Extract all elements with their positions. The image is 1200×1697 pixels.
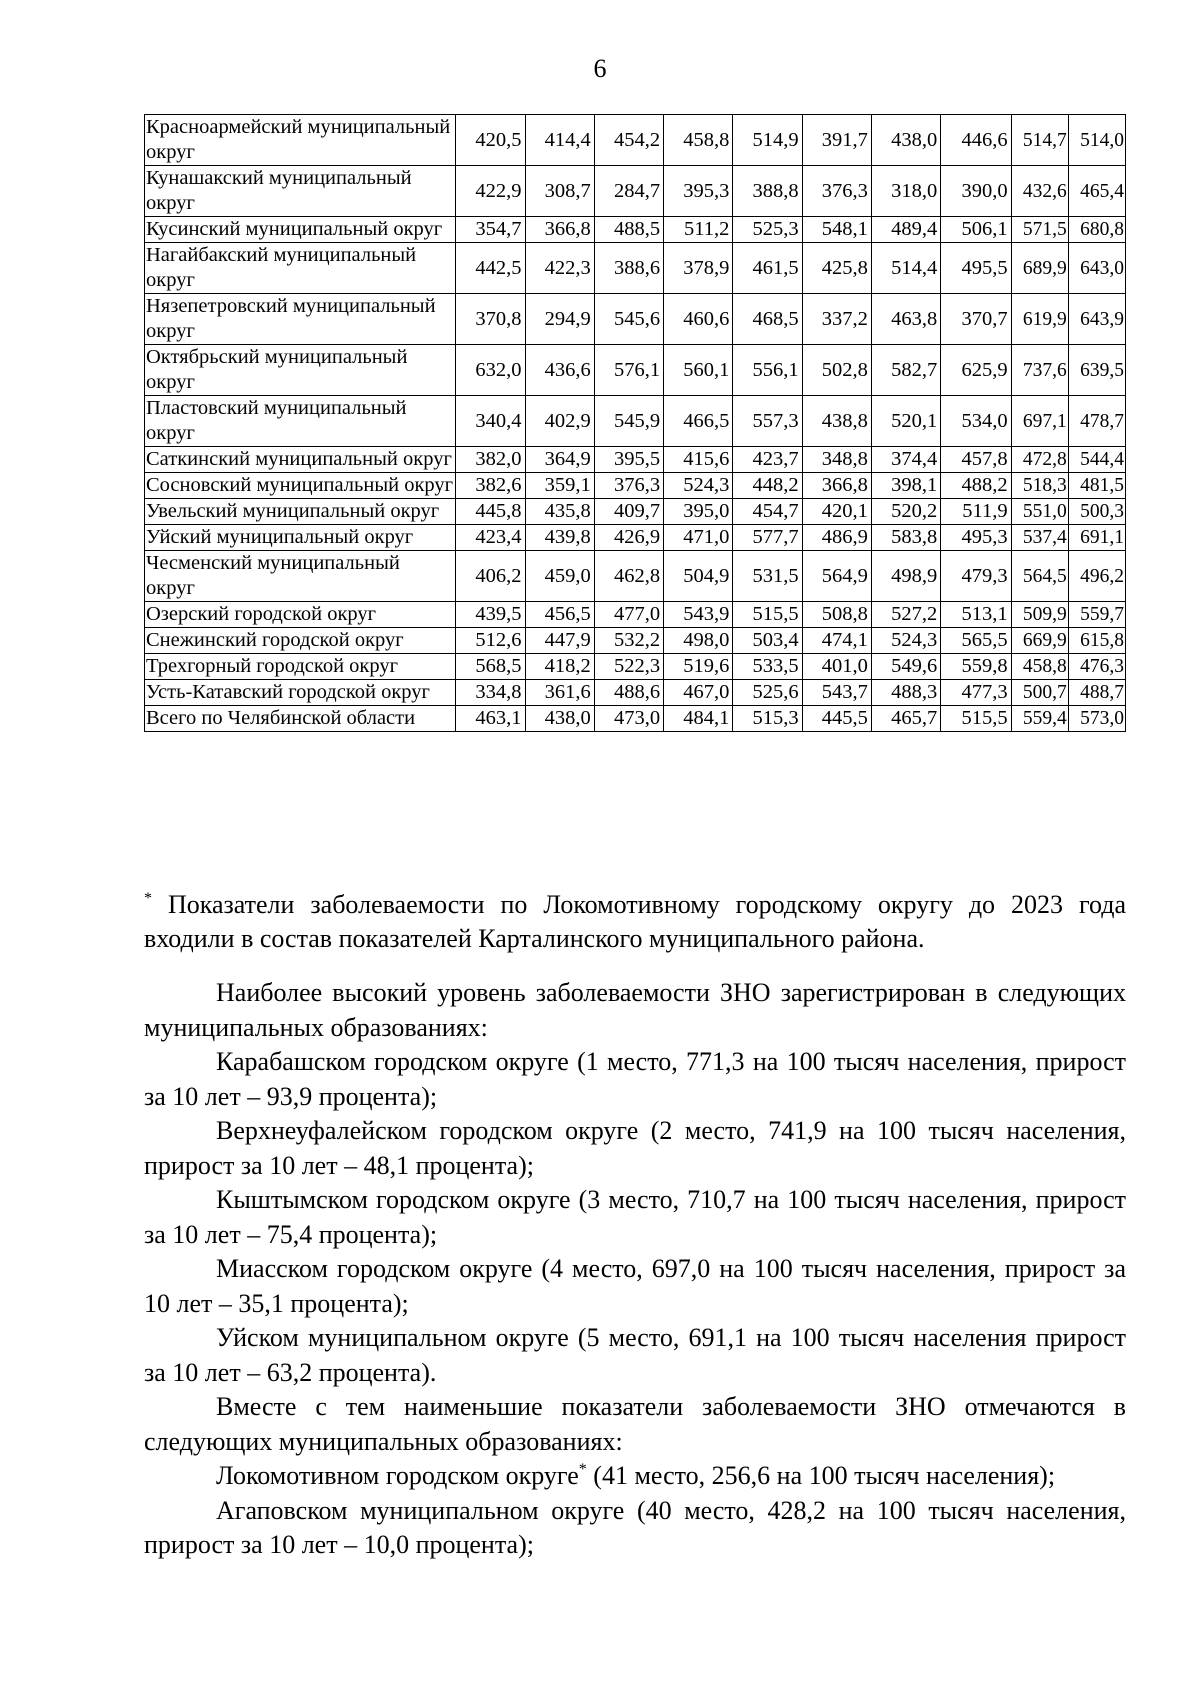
table-cell: 691,1 <box>1068 525 1125 551</box>
table-cell: 395,0 <box>664 499 733 525</box>
table-cell: 543,9 <box>664 602 733 628</box>
table-cell: 468,5 <box>733 294 802 345</box>
table-cell: 532,2 <box>594 628 663 654</box>
table-cell: 406,2 <box>456 551 525 602</box>
table-cell: 382,6 <box>456 473 525 499</box>
table-cell: 513,1 <box>941 602 1011 628</box>
table-cell: 689,9 <box>1011 243 1068 294</box>
table-row <box>145 525 1126 551</box>
table-cell: 524,3 <box>664 473 733 499</box>
table-cell: 519,6 <box>664 654 733 680</box>
paragraph-rank-5: Уйском муниципальном округе (5 место, 691,1 на 100 тысяч населения прирост за 10 лет – 63,2 процента). <box>144 1323 1126 1387</box>
table-cell: 294,9 <box>525 294 594 345</box>
table-cell: 461,5 <box>733 243 802 294</box>
lokomotiv-details: (41 место, 256,6 на 100 тысяч населения); <box>586 1461 1056 1490</box>
table-cell: 559,8 <box>941 654 1011 680</box>
row-name: Кунашакский муниципальный округ <box>145 166 456 217</box>
row-name: Увельский муниципальный округ <box>145 499 456 525</box>
table-cell: 559,4 <box>1011 706 1068 732</box>
table-cell: 500,3 <box>1068 499 1125 525</box>
row-name: Пластовский муниципальный округ <box>145 396 456 447</box>
table-cell: 337,2 <box>802 294 871 345</box>
table-cell: 527,2 <box>871 602 940 628</box>
table-cell: 463,8 <box>871 294 940 345</box>
table-cell: 481,5 <box>1068 473 1125 499</box>
table-cell: 409,7 <box>594 499 663 525</box>
table-cell: 502,8 <box>802 345 871 396</box>
table-row <box>145 499 1126 525</box>
table-cell: 548,1 <box>802 217 871 243</box>
table-cell: 359,1 <box>525 473 594 499</box>
paragraph-rank-1: Карабашском городском округе (1 место, 771,3 на 100 тысяч населения, прирост за 10 лет – 93,9 процента); <box>144 1047 1126 1111</box>
table-cell: 439,8 <box>525 525 594 551</box>
row-name: Усть-Катавский городской округ <box>145 680 456 706</box>
table-cell: 576,1 <box>594 345 663 396</box>
table-cell: 423,4 <box>456 525 525 551</box>
row-name: Сосновский муниципальный округ <box>145 473 456 499</box>
table-cell: 458,8 <box>1011 654 1068 680</box>
table-cell: 284,7 <box>594 166 663 217</box>
table-cell: 415,6 <box>664 447 733 473</box>
table-cell: 366,8 <box>802 473 871 499</box>
table-cell: 680,8 <box>1068 217 1125 243</box>
table-cell: 551,0 <box>1011 499 1068 525</box>
table-cell: 506,1 <box>941 217 1011 243</box>
table-cell: 511,9 <box>941 499 1011 525</box>
paragraph-intro-high: Наиболее высокий уровень заболеваемости ЗНО зарегистрирован в следующих муниципальных образованиях: <box>144 978 1126 1042</box>
footnote-mark: * <box>144 890 152 907</box>
table-cell: 376,3 <box>594 473 663 499</box>
table-cell: 544,4 <box>1068 447 1125 473</box>
table-cell: 458,8 <box>664 115 733 166</box>
row-name: Нязепетровский муниципальный округ <box>145 294 456 345</box>
table-cell: 488,3 <box>871 680 940 706</box>
body-text <box>144 976 1126 1563</box>
table-cell: 340,4 <box>456 396 525 447</box>
row-name: Нагайбакский муниципальный округ <box>145 243 456 294</box>
table-cell: 477,0 <box>594 602 663 628</box>
table-cell: 518,3 <box>1011 473 1068 499</box>
table-cell: 500,7 <box>1011 680 1068 706</box>
table-cell: 504,9 <box>664 551 733 602</box>
table-cell: 525,3 <box>733 217 802 243</box>
table-cell: 479,3 <box>941 551 1011 602</box>
table-cell: 498,9 <box>871 551 940 602</box>
table-cell: 476,3 <box>1068 654 1125 680</box>
table-cell: 376,3 <box>802 166 871 217</box>
lokomotiv-footnote-mark: * <box>578 1461 587 1478</box>
row-name: Озерский городской округ <box>145 602 456 628</box>
table-cell: 498,0 <box>664 628 733 654</box>
paragraph-rank-2: Верхнеуфалейском городском округе (2 место, 741,9 на 100 тысяч населения, прирост за 10 лет – 48,1 процента); <box>144 1116 1126 1180</box>
table-cell: 669,9 <box>1011 628 1068 654</box>
table-cell: 560,1 <box>664 345 733 396</box>
table-cell: 334,8 <box>456 680 525 706</box>
table-cell: 565,5 <box>941 628 1011 654</box>
table-cell: 557,3 <box>733 396 802 447</box>
table-cell: 488,6 <box>594 680 663 706</box>
table-cell: 577,7 <box>733 525 802 551</box>
table-row <box>145 115 1126 166</box>
table-cell: 632,0 <box>456 345 525 396</box>
table-cell: 495,3 <box>941 525 1011 551</box>
table-cell: 423,7 <box>733 447 802 473</box>
table-cell: 639,5 <box>1068 345 1125 396</box>
table-cell: 512,6 <box>456 628 525 654</box>
table-cell: 514,9 <box>733 115 802 166</box>
table-cell: 370,7 <box>941 294 1011 345</box>
table-cell: 472,8 <box>1011 447 1068 473</box>
table-cell: 366,8 <box>525 217 594 243</box>
table-row <box>145 654 1126 680</box>
table-cell: 515,5 <box>733 602 802 628</box>
table-cell: 390,0 <box>941 166 1011 217</box>
table-cell: 524,3 <box>871 628 940 654</box>
table-cell: 374,4 <box>871 447 940 473</box>
table-cell: 398,1 <box>871 473 940 499</box>
table-cell: 514,4 <box>871 243 940 294</box>
table-cell: 348,8 <box>802 447 871 473</box>
table-cell: 474,1 <box>802 628 871 654</box>
table-cell: 445,5 <box>802 706 871 732</box>
table-cell: 564,5 <box>1011 551 1068 602</box>
lokomotiv-name: Локомотивном городском округе <box>216 1461 579 1490</box>
table-cell: 438,0 <box>871 115 940 166</box>
table-cell: 438,0 <box>525 706 594 732</box>
table-cell: 583,8 <box>871 525 940 551</box>
table-cell: 737,6 <box>1011 345 1068 396</box>
table-cell: 545,9 <box>594 396 663 447</box>
table-cell: 426,9 <box>594 525 663 551</box>
table-cell: 448,2 <box>733 473 802 499</box>
row-name: Уйский муниципальный округ <box>145 525 456 551</box>
paragraph-rank-40: Агаповском муниципальном округе (40 место, 428,2 на 100 тысяч населения, прирост за 10 лет – 10,0 процента); <box>144 1495 1126 1559</box>
table-cell: 556,1 <box>733 345 802 396</box>
table-cell: 432,6 <box>1011 166 1068 217</box>
table-cell: 625,9 <box>941 345 1011 396</box>
table-cell: 488,7 <box>1068 680 1125 706</box>
table-row <box>145 396 1126 447</box>
table-cell: 489,4 <box>871 217 940 243</box>
table-cell: 514,7 <box>1011 115 1068 166</box>
table-cell: 454,7 <box>733 499 802 525</box>
table-row <box>145 706 1126 732</box>
table-cell: 446,6 <box>941 115 1011 166</box>
table-cell: 549,6 <box>871 654 940 680</box>
table-cell: 435,8 <box>525 499 594 525</box>
table-cell: 436,6 <box>525 345 594 396</box>
table-row <box>145 447 1126 473</box>
table-cell: 456,5 <box>525 602 594 628</box>
table-cell: 478,7 <box>1068 396 1125 447</box>
table-cell: 531,5 <box>733 551 802 602</box>
row-name: Снежинский городской округ <box>145 628 456 654</box>
table-cell: 534,0 <box>941 396 1011 447</box>
table-cell: 354,7 <box>456 217 525 243</box>
table-cell: 447,9 <box>525 628 594 654</box>
table-cell: 520,2 <box>871 499 940 525</box>
table-cell: 582,7 <box>871 345 940 396</box>
table-row <box>145 243 1126 294</box>
table-cell: 514,0 <box>1068 115 1125 166</box>
table-row <box>145 680 1126 706</box>
table-body <box>145 115 1126 732</box>
table-cell: 462,8 <box>594 551 663 602</box>
table-cell: 308,7 <box>525 166 594 217</box>
table-cell: 318,0 <box>871 166 940 217</box>
row-name: Саткинский муниципальный округ <box>145 447 456 473</box>
table-cell: 484,1 <box>664 706 733 732</box>
table-cell: 460,6 <box>664 294 733 345</box>
table-cell: 511,2 <box>664 217 733 243</box>
table-row <box>145 628 1126 654</box>
table-cell: 395,5 <box>594 447 663 473</box>
table-cell: 568,5 <box>456 654 525 680</box>
table-cell: 391,7 <box>802 115 871 166</box>
paragraph-rank-3: Кыштымском городском округе (3 место, 710,7 на 100 тысяч населения, прирост за 10 лет – 75,4 процента); <box>144 1185 1126 1249</box>
table-cell: 522,3 <box>594 654 663 680</box>
table-cell: 425,8 <box>802 243 871 294</box>
table-cell: 643,9 <box>1068 294 1125 345</box>
table-cell: 401,0 <box>802 654 871 680</box>
table-row <box>145 166 1126 217</box>
row-name: Трехгорный городской округ <box>145 654 456 680</box>
table-cell: 495,5 <box>941 243 1011 294</box>
table-cell: 525,6 <box>733 680 802 706</box>
table-cell: 395,3 <box>664 166 733 217</box>
table-cell: 615,8 <box>1068 628 1125 654</box>
row-name: Октябрьский муниципальный округ <box>145 345 456 396</box>
table-cell: 543,7 <box>802 680 871 706</box>
table-cell: 503,4 <box>733 628 802 654</box>
table-cell: 486,9 <box>802 525 871 551</box>
table-cell: 571,5 <box>1011 217 1068 243</box>
paragraph-intro-low: Вместе с тем наименьшие показатели заболеваемости ЗНО отмечаются в следующих муниципальных образованиях: <box>144 1392 1126 1456</box>
table-cell: 488,2 <box>941 473 1011 499</box>
table-cell: 573,0 <box>1068 706 1125 732</box>
page-number: 6 <box>593 54 607 83</box>
table-cell: 533,5 <box>733 654 802 680</box>
table-cell: 388,8 <box>733 166 802 217</box>
table-cell: 496,2 <box>1068 551 1125 602</box>
table-row <box>145 294 1126 345</box>
table-cell: 488,5 <box>594 217 663 243</box>
table-cell: 619,9 <box>1011 294 1068 345</box>
table-cell: 457,8 <box>941 447 1011 473</box>
table-cell: 508,8 <box>802 602 871 628</box>
table-cell: 509,9 <box>1011 602 1068 628</box>
paragraph-rank-41 <box>144 1459 1126 1494</box>
table-cell: 697,1 <box>1011 396 1068 447</box>
table-cell: 515,5 <box>941 706 1011 732</box>
table-cell: 445,8 <box>456 499 525 525</box>
table-row <box>145 345 1126 396</box>
table-cell: 467,0 <box>664 680 733 706</box>
table-cell: 361,6 <box>525 680 594 706</box>
table-cell: 439,5 <box>456 602 525 628</box>
table-cell: 515,3 <box>733 706 802 732</box>
table-cell: 364,9 <box>525 447 594 473</box>
table-cell: 564,9 <box>802 551 871 602</box>
table-cell: 459,0 <box>525 551 594 602</box>
table-cell: 418,2 <box>525 654 594 680</box>
table-cell: 382,0 <box>456 447 525 473</box>
table-cell: 643,0 <box>1068 243 1125 294</box>
table-cell: 465,7 <box>871 706 940 732</box>
table-row <box>145 473 1126 499</box>
table-cell: 473,0 <box>594 706 663 732</box>
table-row <box>145 602 1126 628</box>
table-cell: 454,2 <box>594 115 663 166</box>
table-cell: 559,7 <box>1068 602 1125 628</box>
table-cell: 422,3 <box>525 243 594 294</box>
table-cell: 545,6 <box>594 294 663 345</box>
row-name: Чесменский муниципальный округ <box>145 551 456 602</box>
table-row <box>145 551 1126 602</box>
paragraph-rank-4: Миасском городском округе (4 место, 697,0 на 100 тысяч населения, прирост за 10 лет – 35,1 процента); <box>144 1254 1126 1318</box>
footnote-text: Показатели заболеваемости по Локомотивному городскому округу до 2023 года входили в состав показателей Карталинского муниципального района. <box>144 890 1126 953</box>
table-cell: 466,5 <box>664 396 733 447</box>
table-cell: 414,4 <box>525 115 594 166</box>
table-cell: 420,5 <box>456 115 525 166</box>
table-cell: 477,3 <box>941 680 1011 706</box>
incidence-table <box>144 114 1126 732</box>
row-name: Кусинский муниципальный округ <box>145 217 456 243</box>
table-cell: 463,1 <box>456 706 525 732</box>
row-name: Всего по Челябинской области <box>145 706 456 732</box>
table-cell: 422,9 <box>456 166 525 217</box>
table-cell: 471,0 <box>664 525 733 551</box>
footnote <box>144 882 1126 956</box>
table-cell: 537,4 <box>1011 525 1068 551</box>
table-cell: 465,4 <box>1068 166 1125 217</box>
table-cell: 520,1 <box>871 396 940 447</box>
table-cell: 388,6 <box>594 243 663 294</box>
table-cell: 438,8 <box>802 396 871 447</box>
table-cell: 370,8 <box>456 294 525 345</box>
table-cell: 378,9 <box>664 243 733 294</box>
table-cell: 442,5 <box>456 243 525 294</box>
table-cell: 402,9 <box>525 396 594 447</box>
table-cell: 420,1 <box>802 499 871 525</box>
table-row <box>145 217 1126 243</box>
row-name: Красноармейский муниципальный округ <box>145 115 456 166</box>
